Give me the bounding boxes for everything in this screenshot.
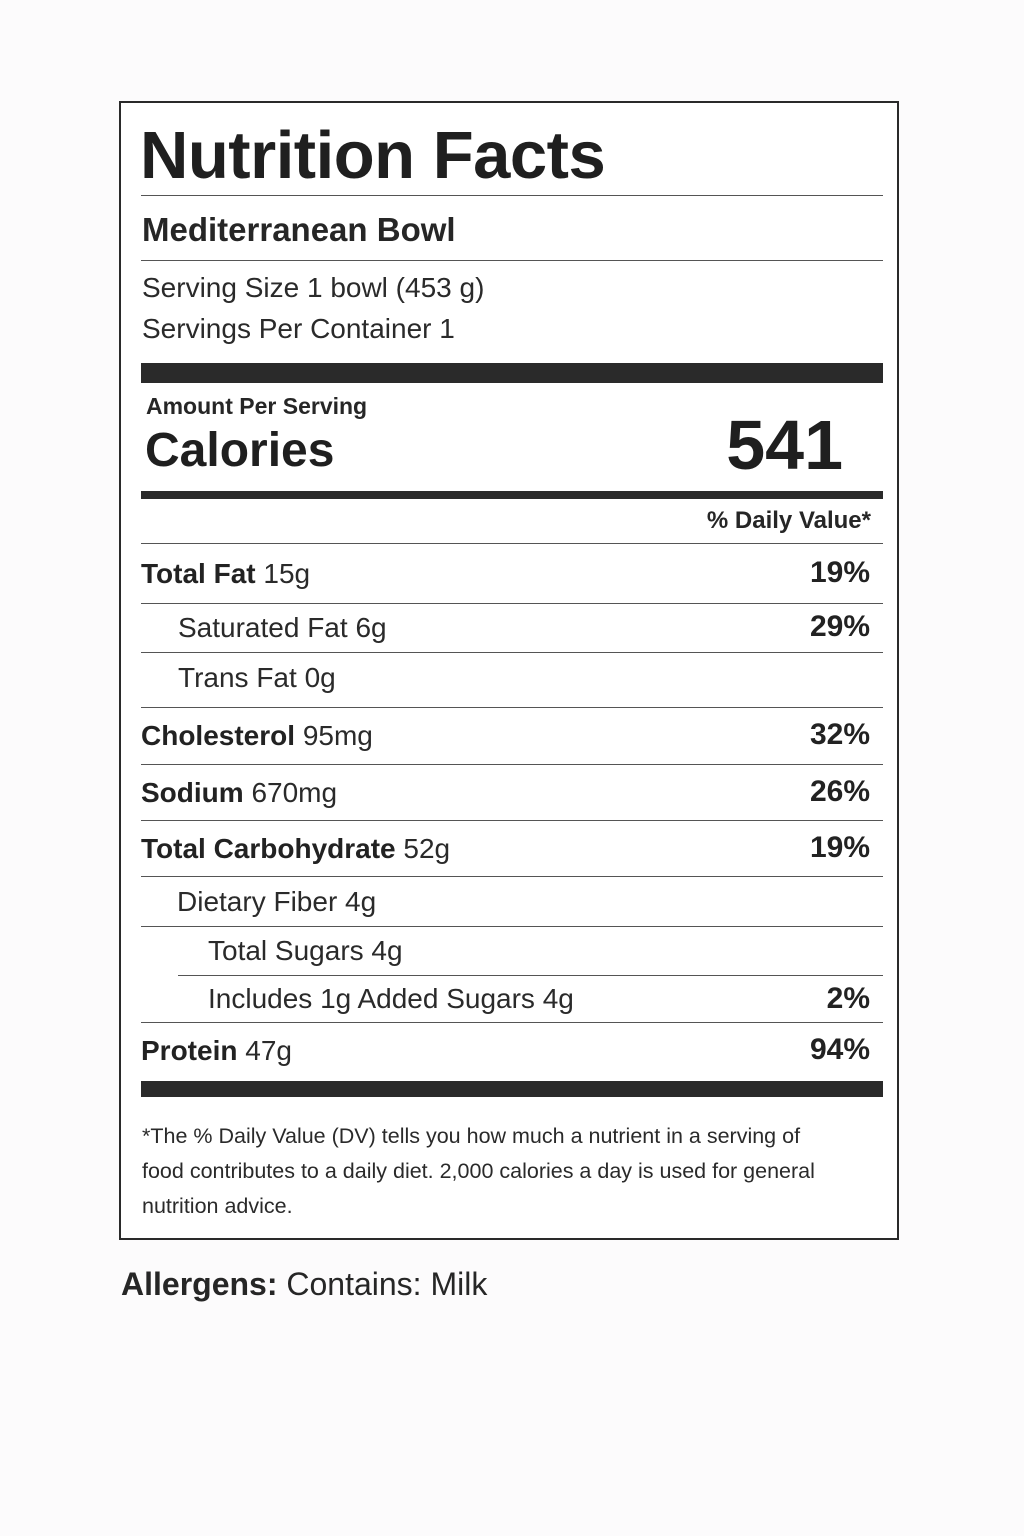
allergens-value: Contains: Milk <box>286 1266 488 1302</box>
nutrient-dv: 26% <box>809 775 870 808</box>
divider <box>141 652 883 653</box>
divider <box>141 764 883 765</box>
nutrient-row-total-sugars <box>208 935 403 967</box>
allergens-statement <box>121 1266 487 1303</box>
divider <box>141 707 883 708</box>
nutrient-amount: 4g <box>371 935 403 966</box>
nutrient-row-added-sugars <box>208 983 574 1015</box>
medium-divider <box>141 491 883 499</box>
allergens-label: Allergens: <box>121 1266 278 1302</box>
nutrient-name: Includes 1g Added Sugars <box>208 983 535 1014</box>
nutrient-row-sodium <box>141 777 337 809</box>
nutrient-name: Trans Fat <box>178 662 297 693</box>
daily-value-footnote: *The % Daily Value (DV) tells you how much a nutrient in a serving of food contributes to a daily diet. 2,000 calories a day is used for general nutrition advice. <box>142 1124 815 1218</box>
nutrient-amount: 0g <box>304 662 336 693</box>
amount-per-serving: Amount Per Serving <box>146 393 368 419</box>
nutrient-amount: 52g <box>403 833 451 864</box>
nutrient-row-dietary-fiber <box>177 886 376 918</box>
nutrient-amount: 6g <box>355 612 387 643</box>
nutrient-dv: 19% <box>809 556 870 589</box>
nutrient-amount: 95mg <box>302 720 373 751</box>
thick-divider <box>141 363 883 383</box>
nutrient-dv: 2% <box>826 982 870 1015</box>
nutrient-amount: 4g <box>345 886 377 917</box>
nutrient-amount: 4g <box>542 983 574 1014</box>
nutrient-row-total-fat <box>141 558 310 590</box>
divider <box>141 195 883 196</box>
nutrient-row-saturated-fat <box>178 612 387 644</box>
nutrient-amount: 15g <box>263 558 311 589</box>
nutrient-name: Sodium <box>141 777 244 808</box>
servings-per-container: Servings Per Container 1 <box>142 313 455 344</box>
serving-size: Serving Size 1 bowl (453 g) <box>142 272 485 303</box>
divider <box>141 1022 883 1023</box>
nutrient-row-trans-fat <box>178 662 336 694</box>
nutrient-name: Saturated Fat <box>178 612 348 643</box>
divider <box>141 260 883 261</box>
calories-label: Calories <box>145 424 335 477</box>
product-name: Mediterranean Bowl <box>142 211 456 248</box>
nutrient-name: Total Carbohydrate <box>141 833 396 864</box>
divider <box>141 603 883 604</box>
divider <box>178 975 883 976</box>
daily-value-header: % Daily Value* <box>706 507 871 534</box>
label-title: Nutrition Facts <box>140 118 606 193</box>
divider <box>141 543 883 544</box>
nutrient-dv: 94% <box>809 1033 870 1066</box>
nutrient-row-cholesterol <box>141 720 373 752</box>
nutrient-dv: 29% <box>809 610 870 643</box>
nutrient-row-total-carbohydrate <box>141 833 450 865</box>
nutrient-amount: 670mg <box>251 777 338 808</box>
divider <box>141 926 883 927</box>
nutrient-name: Total Sugars <box>208 935 364 966</box>
nutrient-name: Dietary Fiber <box>177 886 338 917</box>
nutrient-name: Total Fat <box>141 558 256 589</box>
nutrient-name: Cholesterol <box>141 720 296 751</box>
nutrient-name: Protein <box>141 1035 238 1066</box>
divider <box>141 820 883 821</box>
divider <box>141 876 883 877</box>
thick-divider <box>141 1081 883 1097</box>
calories-value: 541 <box>726 406 843 484</box>
nutrition-facts-label <box>119 101 899 1240</box>
nutrient-row-protein <box>141 1035 292 1067</box>
nutrient-dv: 19% <box>809 831 870 864</box>
nutrient-amount: 47g <box>245 1035 292 1066</box>
nutrient-dv: 32% <box>809 718 870 751</box>
